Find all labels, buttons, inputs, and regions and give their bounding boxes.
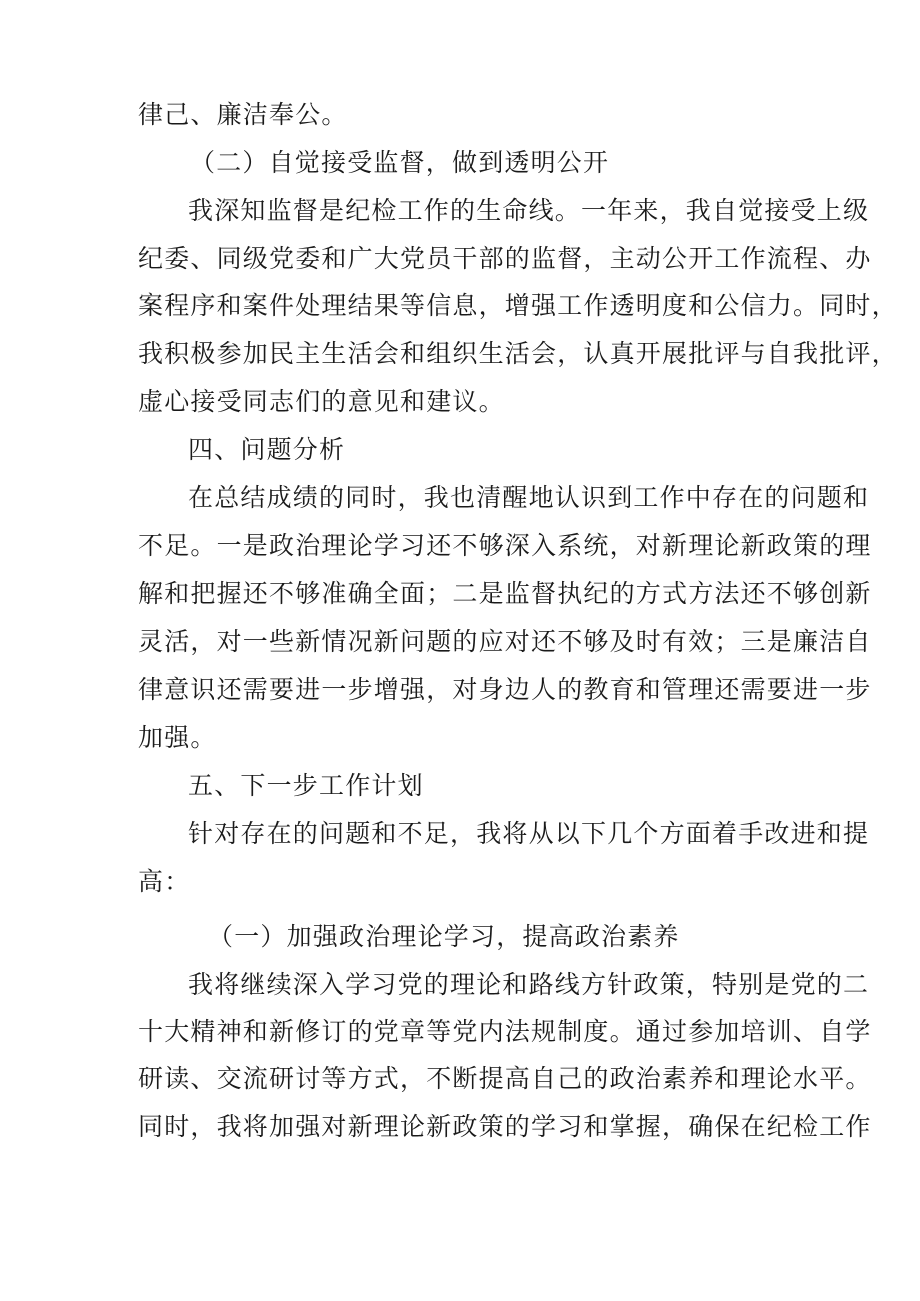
paragraph-line: 我深知监督是纪检工作的生命线。一年来，我自觉接受上级 <box>188 196 870 225</box>
paragraph-line: 律意识还需要进一步增强，对身边人的教育和管理还需要进一步 <box>138 675 872 704</box>
paragraph-line: 解和把握还不够准确全面；二是监督执纪的方式方法还不够创新 <box>138 579 872 608</box>
paragraph-line: 我积极参加民主生活会和组织生活会，认真开展批评与自我批评， <box>138 339 898 368</box>
paragraph-line: 十大精神和新修订的党章等党内法规制度。通过参加培训、自学 <box>138 1017 872 1046</box>
paragraph-line: 纪委、同级党委和广大党员干部的监督，主动公开工作流程、办 <box>138 244 872 273</box>
paragraph-line: 虚心接受同志们的意见和建议。 <box>138 387 505 416</box>
paragraph-line: 同时，我将加强对新理论新政策的学习和掌握，确保在纪检工作 <box>138 1112 872 1141</box>
paragraph-line: 案程序和案件处理结果等信息，增强工作透明度和公信力。同时， <box>138 291 898 320</box>
paragraph-line: 研读、交流研讨等方式，不断提高自己的政治素养和理论水平。 <box>138 1064 872 1093</box>
section-heading: 五、下一步工作计划 <box>188 771 424 800</box>
section-heading: （二）自觉接受监督，做到透明公开 <box>190 148 610 177</box>
paragraph-line: 不足。一是政治理论学习还不够深入系统，对新理论新政策的理 <box>138 531 872 560</box>
paragraph-line: 我将继续深入学习党的理论和路线方针政策，特别是党的二 <box>188 970 870 999</box>
paragraph-line: 高： <box>138 867 191 896</box>
paragraph-line: 针对存在的问题和不足，我将从以下几个方面着手改进和提 <box>188 819 870 848</box>
paragraph-line: 在总结成绩的同时，我也清醒地认识到工作中存在的问题和 <box>188 483 870 512</box>
paragraph-line: 律己、廉洁奉公。 <box>138 100 348 129</box>
paragraph-line: 灵活，对一些新情况新问题的应对还不够及时有效；三是廉洁自 <box>138 627 872 656</box>
section-heading: （一）加强政治理论学习，提高政治素养 <box>208 922 680 951</box>
paragraph-line: 加强。 <box>138 723 217 752</box>
section-heading: 四、问题分析 <box>188 435 346 464</box>
